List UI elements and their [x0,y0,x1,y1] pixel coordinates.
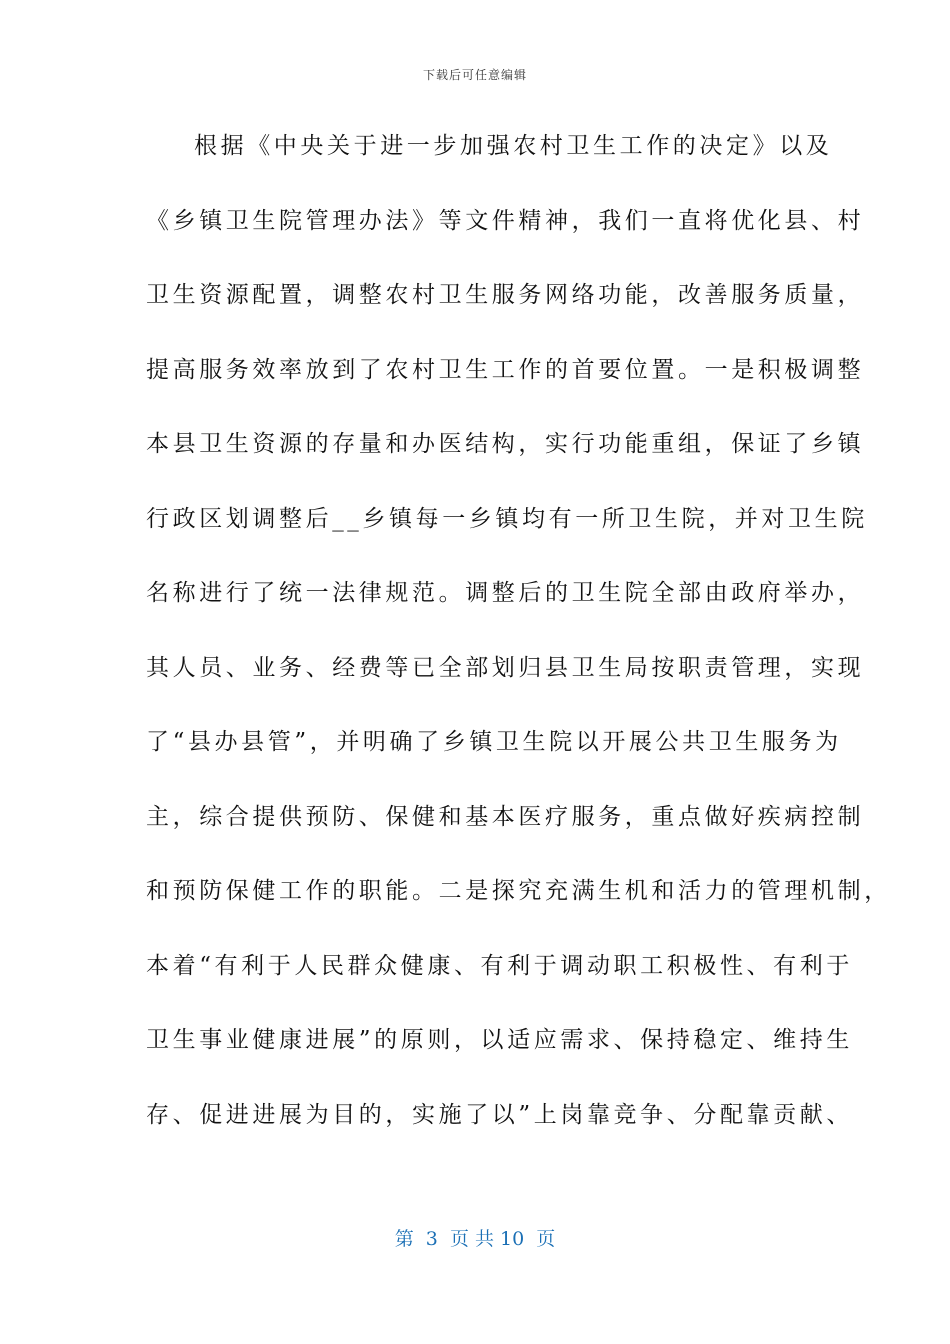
paragraph-line: 行政区划调整后__乡镇每一乡镇均有一所卫生院，并对卫生院 [146,505,868,532]
paragraph-line: 卫生资源配置，调整农村卫生服务网络功能，改善服务质量， [146,282,865,308]
paragraph-line: 和预防保健工作的职能。二是探究充满生机和活力的管理机制， [146,878,891,904]
paragraph-line: 卫生事业健康进展”的原则，以适应需求、保持稳定、维持生 [146,1027,853,1053]
paragraph-line: 了“县办县管”，并明确了乡镇卫生院以开展公共卫生服务为 [146,729,842,755]
paragraph-line: 主，综合提供预防、保健和基本医疗服务，重点做好疾病控制 [146,803,865,830]
paragraph-line: 存、促进进展为目的，实施了以”上岗靠竞争、分配靠贡献、 [146,1101,853,1128]
header-note: 下载后可任意编辑 [422,68,527,82]
paragraph-line: 本县卫生资源的存量和办医结构，实行功能重组，保证了乡镇 [146,431,865,457]
paragraph-line: 提高服务效率放到了农村卫生工作的首要位置。一是积极调整 [146,356,865,383]
paragraph-line: 《乡镇卫生院管理办法》等文件精神，我们一直将优化县、村 [146,207,865,234]
paragraph-line: 其人员、业务、经费等已全部划归县卫生局按职责管理，实现 [146,654,865,681]
document-body [146,124,891,1167]
paragraph-line: 根据《中央关于进一步加强农村卫生工作的决定》以及 [194,133,833,159]
paragraph-line: 名称进行了统一法律规范。调整后的卫生院全部由政府举办， [146,580,865,606]
page-number-footer: 第 3 页 共 10 页 [394,1228,556,1250]
paragraph-line: 本着“有利于人民群众健康、有利于调动职工积极性、有利于 [146,952,853,979]
